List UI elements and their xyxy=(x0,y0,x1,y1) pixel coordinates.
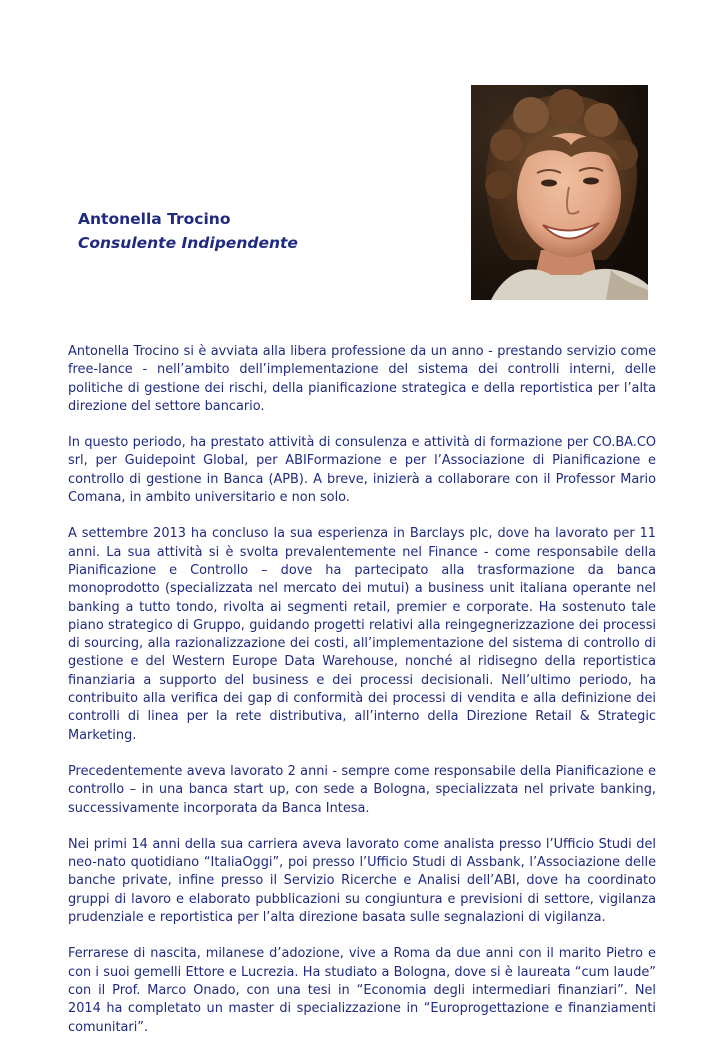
bio-paragraph: Precedentemente aveva lavorato 2 anni - sempre come responsabile della Pianificazione e controllo – in una banca start up, con sede a Bologna, specializzata nel private banking, successivamente incorporata da Banca Intesa. xyxy=(68,763,656,816)
portrait-photo-icon xyxy=(471,85,648,300)
bio-paragraph: Ferrarese di nascita, milanese d’adozione, vive a Roma da due anni con il marito Pietro e con i suoi gemelli Ettore e Lucrezia. Ha studiato a Bologna, dove si è laureata “cum laude” con il Prof. Marco Onado, con una tesi in “Economia degli intermediari finanziari”. Nel 2014 ha completato un master di specializzazione in “Europrogettazione e finanziamenti comunitari”. xyxy=(68,946,656,1035)
bio-paragraph: Antonella Trocino si è avviata alla libera professione da un anno - prestando servizio come free-lance - nell’ambito dell’implementazione del sistema dei controlli interni, delle politiche di gestione dei rischi, della pianificazione strategica e della reportistica per l’alta direzione del settore bancario. xyxy=(68,344,656,414)
person-role: Consulente Indipendente xyxy=(78,234,298,252)
biography xyxy=(68,343,656,1055)
bio-paragraph: Nei primi 14 anni della sua carriera aveva lavorato come analista presso l’Ufficio Studi del neo-nato quotidiano “ItaliaOggi”, poi presso l’Ufficio Studi di Assbank, l’Associazione delle banche private, infine presso il Servizio Ricerche e Analisi dell’ABI, dove ha coordinato gruppi di lavoro e elaborato pubblicazioni su congiuntura e previsioni di settore, vigilanza prudenziale e reportistica per l’alta direzione basata sulle segnalazioni di vigilanza. xyxy=(68,836,656,926)
portrait-photo xyxy=(471,85,648,300)
person-name: Antonella Trocino xyxy=(78,210,231,228)
bio-paragraph: In questo periodo, ha prestato attività di consulenza e attività di formazione per CO.BA.CO srl, per Guidepoint Global, per ABIFormazione e per l’Associazione di Pianificazione e controllo di gestione in Banca (APB). A breve, inizierà a collaborare con il Professor Mario Comana, in ambito universitario e non solo. xyxy=(68,435,656,506)
bio-paragraph: A settembre 2013 ha concluso la sua esperienza in Barclays plc, dove ha lavorato per 11 anni. La sua attività si è svolta prevalentemente nel Finance - come responsabile della Pianificazione e Controllo – dove ha partecipato alla trasformazione da banca monoprodotto (specializzata nel mercato dei mutui) a business unit italiana operante nel banking a tutto tondo, rivolta ai segmenti retail, premier e corporate. Ha sostenuto tale piano strategico di Gruppo, guidando progetti relativi alla reingegnerizzazione dei processi di sourcing, alla razionalizzazione dei costi, all’implementazione del sistema di controllo di gestione e del Western Europe Data Warehouse, nonché al ridisegno della reportistica finanziaria a supporto del business e dei processi decisionali. Nell’ultimo periodo, ha contribuito alla verifica dei gap di conformità dei processi di vendita e alla definizione dei controlli di linea per la rete distributiva, all’interno della Direzione Retail & Strategic Marketing. xyxy=(68,526,656,743)
